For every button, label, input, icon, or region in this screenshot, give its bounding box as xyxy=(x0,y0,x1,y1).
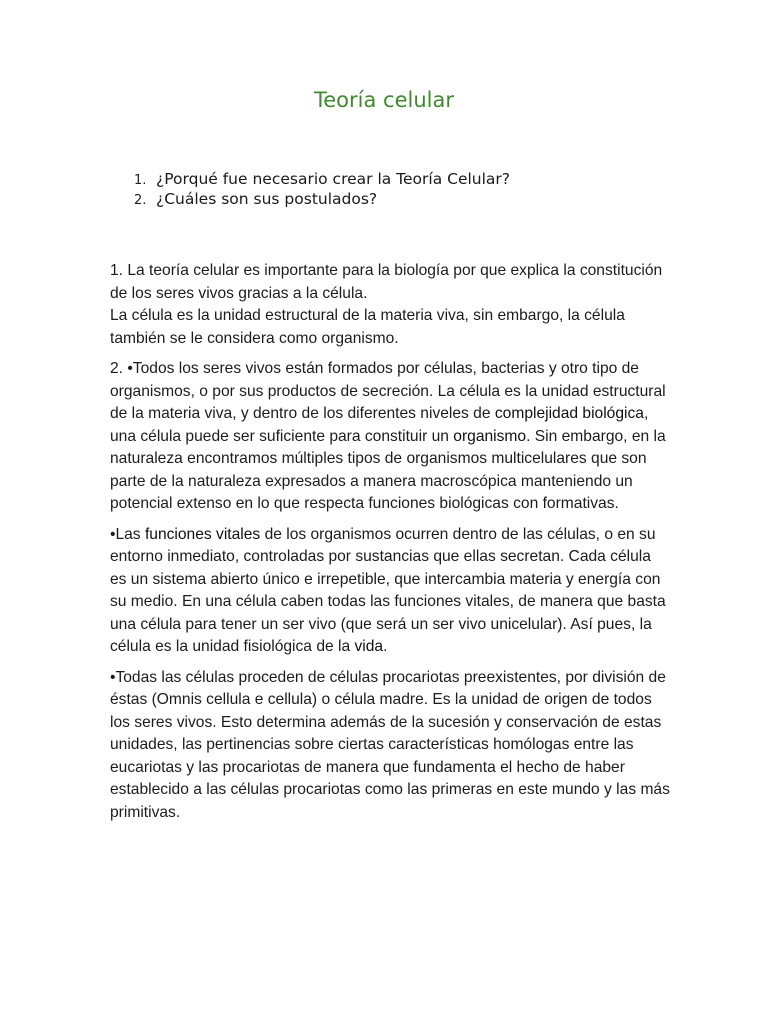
document-title: Teoría celular xyxy=(314,88,454,112)
text-segment: •Las xyxy=(110,525,145,543)
link-complejidad-biologica[interactable]: complejidad biológica xyxy=(494,405,644,422)
question-text: ¿Cuáles son sus postulados? xyxy=(156,190,378,208)
questions-list xyxy=(134,170,510,210)
text-segment: 2. •Todos los seres vivos están formados por células, bacterias y otro tipo de organismos, o por sus productos de secreción. La célula es la unidad estructural de la materia viva, y dentro de los diferentes niveles de xyxy=(110,360,666,422)
link-funciones-vitales[interactable]: funciones vitales xyxy=(144,525,261,543)
answer-1-line-1: 1. La teoría celular es importante para la biología por que explica la constitución de los seres vivos gracias a la célula. xyxy=(110,262,663,302)
answer-2-paragraph-1 xyxy=(110,358,670,516)
text-segment: de los organismos ocurren dentro de las células, o en su entorno inmediato, controladas por sustancias que ellas secretan. Cada célula es un sistema abierto único e irrepetible, que intercambia materia y energía con su medio. En una célula caben todas las funciones vitales, de manera que basta una célula para tener un ser vivo (que será un ser vivo unicelular). Así pues, la célula es la unidad fisiológica de la xyxy=(110,525,666,655)
answer-1-line-2: La célula es la unidad estructural de la materia viva, sin embargo, la célula también se le considera como organismo. xyxy=(110,307,625,347)
question-item xyxy=(134,190,510,210)
answer-2-paragraph-3: •Todas las células proceden de células procariotas preexistentes, por división de éstas (Omnis cellula e cellula) o célula madre. Es la unidad de origen de todos los seres vivos. Esto determina además de la sucesión y conservación de estas unidades, las pertinencias sobre ciertas características homólogas entre las eucariotas y las procariotas de manera que fundamenta el hecho de haber establecido a las células procariotas como las primeras en este mundo y las más primitivas. xyxy=(110,668,670,821)
link-organismo[interactable]: organismo xyxy=(453,427,527,445)
answer-1-paragraph xyxy=(110,260,670,350)
document-body xyxy=(110,260,670,832)
text-segment: , una célula puede ser suficiente para constituir un xyxy=(110,405,649,445)
text-segment: . Sin embargo, en la naturaleza encontramos múltiples tipos de organismos multicelulares que son parte de la naturaleza expresados a manera macroscópica manteniendo un potencial extenso en lo que respecta funciones biológicas con formativas. xyxy=(110,427,666,512)
question-number: 2. xyxy=(134,193,147,208)
question-number: 1. xyxy=(134,173,147,188)
link-vida[interactable]: vida xyxy=(354,638,384,655)
question-text: ¿Porqué fue necesario crear la Teoría Celular? xyxy=(156,170,511,188)
question-item xyxy=(134,170,510,190)
answer-2-paragraph-2 xyxy=(110,524,670,659)
text-segment: . xyxy=(383,638,388,655)
